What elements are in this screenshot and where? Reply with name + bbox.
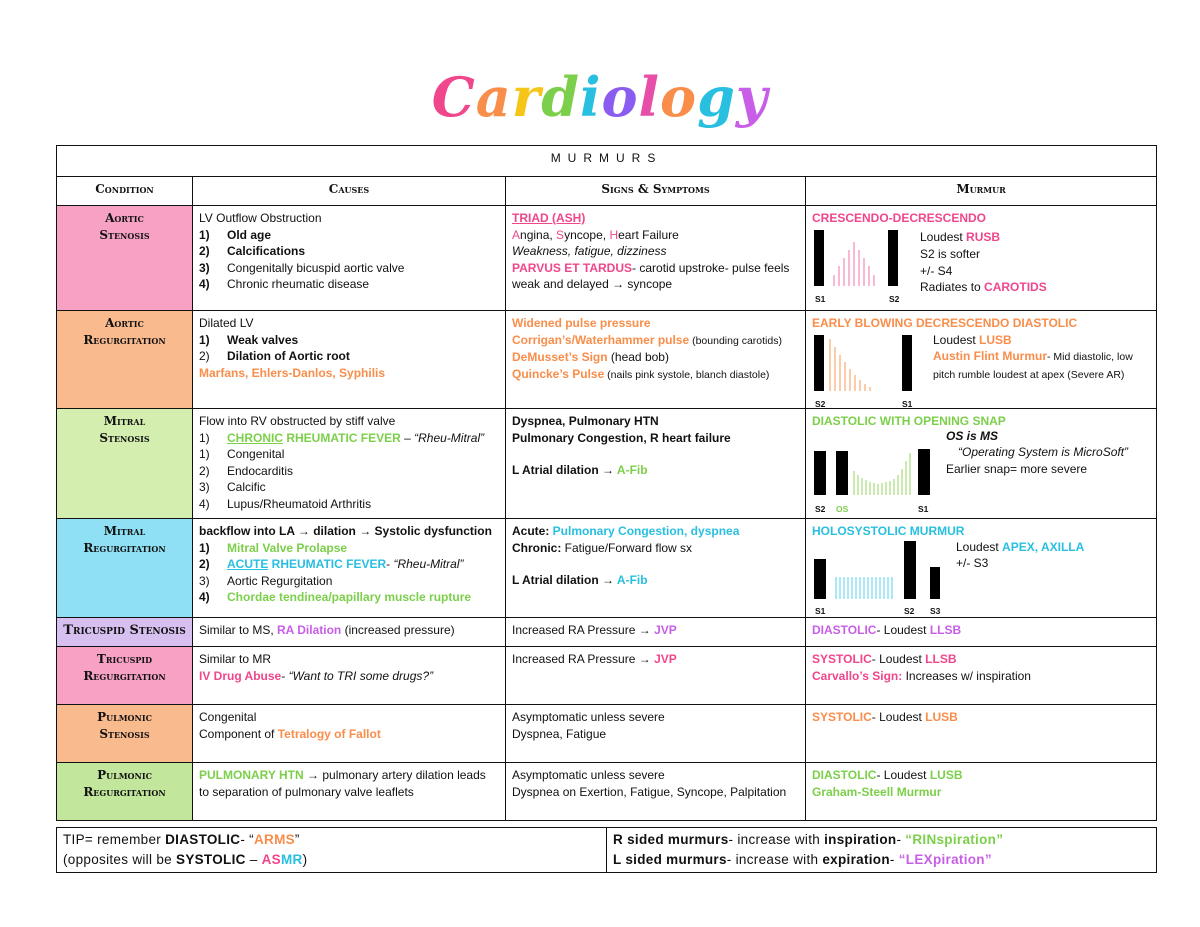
condition-name: Aortic — [105, 211, 144, 225]
signs-cell — [506, 763, 806, 821]
murmur-detail: SYSTOLIC- Loudest LLSB — [812, 652, 957, 666]
diagram-label: S1 — [918, 504, 929, 514]
list-item: 1) Mitral Valve Prolapse — [199, 540, 348, 555]
murmur-detail: Loudest LUSB — [933, 333, 1012, 347]
murmur-detail: Carvallo’s Sign: Increases w/ inspiration — [812, 668, 1031, 683]
sign-line: Asymptomatic unless severe — [512, 768, 665, 782]
heart-sound-s2 — [888, 230, 898, 286]
table-row — [57, 705, 1157, 763]
murmur-detail: Loudest RUSB — [920, 230, 1001, 244]
cause-line: IV Drug Abuse- “Want to TRI some drugs?” — [199, 668, 434, 683]
sign-line: Quincke’s Pulse (nails pink systole, blanch diastole) — [512, 366, 770, 381]
heart-sound-s1 — [814, 230, 824, 286]
list-item: 2) Endocarditis — [199, 463, 294, 478]
decrescendo-lines — [830, 339, 870, 391]
condition-name: Stenosis — [99, 726, 150, 741]
sign-line: Dyspnea, Fatigue — [512, 726, 607, 741]
murmur-cell — [806, 311, 1157, 409]
title-letter: o — [601, 65, 639, 129]
sign-line: DeMusset’s Sign (head bob) — [512, 350, 669, 364]
crescendo-decrescendo-lines — [834, 242, 874, 286]
table-row — [57, 311, 1157, 409]
sign-line: L Atrial dilation → A-Fib — [512, 463, 648, 477]
title-letter: C — [431, 65, 476, 129]
header-condition: Condition — [57, 177, 193, 206]
diagram-label: S2 — [889, 294, 900, 304]
heart-sound-s1 — [814, 559, 826, 599]
murmur-detail: OS is MS — [946, 429, 999, 443]
diagram-label: S2 — [815, 504, 826, 514]
condition-cell — [57, 206, 193, 311]
cause-title: backflow into LA → dilation → Systolic dysfunction — [199, 524, 492, 538]
murmur-detail: Earlier snap= more severe — [946, 462, 1088, 476]
list-item: 2) Calcifications — [199, 244, 306, 258]
page-title — [0, 62, 1200, 132]
title-letter: y — [735, 65, 769, 129]
table-banner: MURMURS — [57, 146, 1157, 177]
murmur-cell — [806, 409, 1157, 519]
murmur-detail: S2 is softer — [920, 247, 981, 261]
tip-line: L sided murmurs- increase with expiration- “LEXpiration” — [613, 852, 992, 867]
sign-line: Widened pulse pressure — [512, 316, 651, 330]
list-item: 1) Congenital — [199, 447, 285, 461]
diagram-label: S2 — [904, 606, 915, 616]
condition-name: Mitral — [103, 524, 146, 538]
header-causes: Causes — [193, 177, 506, 206]
murmur-detail: DIASTOLIC- Loudest LUSB — [812, 768, 963, 782]
condition-name: Pulmonic — [97, 768, 152, 782]
signs-cell — [506, 206, 806, 311]
title-letter: d — [541, 65, 580, 129]
murmur-title: DIASTOLIC WITH OPENING SNAP — [812, 414, 1006, 428]
header-signs: Signs & Symptoms — [506, 177, 806, 206]
murmur-title: EARLY BLOWING DECRESCENDO DIASTOLIC — [812, 316, 1078, 330]
condition-name: Regurgitation — [83, 784, 166, 799]
sign-line: Weakness, fatigue, dizziness — [512, 244, 667, 258]
murmur-cell — [806, 763, 1157, 821]
opening-snap — [836, 451, 848, 495]
list-item: 2) Dilation of Aortic root — [199, 349, 350, 363]
diagram-label: OS — [836, 504, 849, 514]
title-letter: o — [660, 65, 698, 129]
table-row — [57, 763, 1157, 821]
table-row — [57, 409, 1157, 519]
murmur-diagram — [812, 449, 942, 497]
sign-line: Asymptomatic unless severe — [512, 710, 665, 724]
murmur-detail: Loudest APEX, AXILLA — [956, 540, 1085, 554]
murmur-detail: Radiates to CAROTIDS — [920, 280, 1047, 294]
tip-left — [57, 828, 607, 873]
sign-triad: TRIAD (ASH) — [512, 211, 586, 225]
murmur-cell — [806, 519, 1157, 618]
condition-cell — [57, 409, 193, 519]
heart-sound-s2 — [814, 335, 824, 391]
table-row — [57, 618, 1157, 647]
condition-name: Stenosis — [99, 227, 150, 242]
cause-line: Congenital — [199, 710, 257, 724]
murmur-detail: Austin Flint Murmur- Mid diastolic, low pitch rumble loudest at apex (Severe AR) — [933, 349, 1133, 381]
list-item: 4) Chronic rheumatic disease — [199, 277, 370, 291]
sign-line: Chronic: Fatigue/Forward flow sx — [512, 540, 693, 555]
list-item: 2) ACUTE RHEUMATIC FEVER- “Rheu-Mitral” — [199, 557, 464, 571]
title-letter: l — [638, 65, 661, 129]
signs-cell: Increased RA Pressure → JVP — [506, 647, 806, 705]
causes-cell — [193, 647, 506, 705]
murmur-diagram — [812, 539, 947, 601]
cause-title: Flow into RV obstructed by stiff valve — [199, 414, 396, 428]
murmur-cell: DIASTOLIC- Loudest LLSB — [806, 618, 1157, 647]
diagram-label: S3 — [930, 606, 941, 616]
condition-cell — [57, 763, 193, 821]
signs-cell — [506, 705, 806, 763]
condition-name: Tricuspid Stenosis — [63, 623, 186, 638]
holosystolic-lines — [836, 577, 892, 599]
sign-line: Pulmonary Congestion, R heart failure — [512, 430, 731, 445]
sign-line: Angina, Syncope, Heart Failure — [512, 227, 679, 242]
title-letter: g — [697, 65, 736, 129]
causes-cell — [193, 705, 506, 763]
table-row — [57, 519, 1157, 618]
condition-cell — [57, 705, 193, 763]
signs-cell — [506, 519, 806, 618]
sign-line: Corrigan’s/Waterhammer pulse (bounding carotids) — [512, 332, 782, 347]
cause-line: Marfans, Ehlers-Danlos, Syphilis — [199, 365, 386, 380]
causes-cell: PULMONARY HTN → pulmonary artery dilation leads to separation of pulmonary valve leaflets — [193, 763, 506, 821]
murmur-detail: “Operating System is MicroSoft” — [958, 445, 1129, 459]
condition-name: Regurgitation — [83, 332, 166, 347]
signs-cell: Increased RA Pressure → JVP — [506, 618, 806, 647]
sign-line: Acute: Pulmonary Congestion, dyspnea — [512, 524, 740, 538]
condition-name: Stenosis — [99, 430, 150, 445]
list-item: 1) Old age — [199, 227, 272, 242]
list-item: 3) Congenitally bicuspid aortic valve — [199, 260, 405, 275]
condition-cell — [57, 647, 193, 705]
condition-name: Regurgitation — [83, 668, 166, 683]
tip-line: (opposites will be SYSTOLIC – ASMR) — [63, 852, 308, 867]
list-item: 1) Weak valves — [199, 332, 299, 347]
condition-name: Regurgitation — [83, 540, 166, 555]
list-item: 4) Lupus/Rheumatoid Arthritis — [199, 496, 372, 511]
murmur-diagram — [812, 228, 902, 288]
cause-line: Component of Tetralogy of Fallot — [199, 726, 381, 741]
murmur-detail: Graham-Steell Murmur — [812, 784, 942, 799]
sign-line: Dyspnea, Pulmonary HTN — [512, 414, 659, 428]
tip-line: R sided murmurs- increase with inspiration- “RINspiration” — [613, 832, 1004, 847]
signs-cell — [506, 409, 806, 519]
tip-right — [607, 828, 1157, 873]
diagram-label: S1 — [902, 399, 913, 409]
sign-line: PARVUS ET TARDUS- carotid upstroke- pulse feels weak and delayed → syncope — [512, 260, 790, 291]
heart-sound-s1 — [918, 449, 930, 495]
table-row — [57, 647, 1157, 705]
murmur-detail: +/- S3 — [956, 556, 989, 570]
condition-cell — [57, 519, 193, 618]
signs-cell — [506, 311, 806, 409]
footer-tips — [56, 827, 1157, 873]
murmur-diagram — [812, 333, 917, 393]
causes-cell — [193, 311, 506, 409]
condition-cell — [57, 618, 193, 647]
condition-cell — [57, 311, 193, 409]
condition-name: Tricuspid — [96, 652, 153, 666]
murmur-cell — [806, 647, 1157, 705]
condition-name: Mitral — [103, 414, 146, 428]
diagram-label: S1 — [815, 294, 826, 304]
list-item: 4) Chordae tendinea/papillary muscle rupture — [199, 590, 472, 604]
list-item: 3) Calcific — [199, 480, 266, 494]
condition-name: Aortic — [105, 316, 144, 330]
diastolic-rumble-lines — [854, 453, 910, 495]
sign-line: L Atrial dilation → A-Fib — [512, 573, 648, 587]
cause-title: Dilated LV — [199, 316, 254, 330]
causes-cell — [193, 519, 506, 618]
murmur-title: CRESCENDO-DECRESCENDO — [812, 211, 987, 225]
murmur-title: HOLOSYSTOLIC MURMUR — [812, 524, 965, 538]
diagram-label: S2 — [815, 399, 826, 409]
table-row — [57, 206, 1157, 311]
murmur-cell — [806, 206, 1157, 311]
heart-sound-s2 — [814, 451, 826, 495]
causes-cell: Similar to MS, RA Dilation (increased pressure) — [193, 618, 506, 647]
header-murmur: Murmur — [806, 177, 1157, 206]
heart-sound-s2 — [904, 541, 916, 599]
title-letter: a — [475, 65, 512, 129]
murmur-cell: SYSTOLIC- Loudest LUSB — [806, 705, 1157, 763]
causes-cell — [193, 206, 506, 311]
title-letter: i — [579, 65, 602, 129]
list-item: 1) CHRONIC RHEUMATIC FEVER – “Rheu-Mitral” — [199, 430, 485, 445]
diagram-label: S1 — [815, 606, 826, 616]
condition-name: Pulmonic — [97, 710, 152, 724]
cause-line: Similar to MR — [199, 652, 272, 666]
heart-sound-s1 — [902, 335, 912, 391]
sign-line: Dyspnea on Exertion, Fatigue, Syncope, Palpitation — [512, 784, 787, 799]
heart-sound-s3 — [930, 567, 940, 599]
title-letter: r — [511, 65, 542, 129]
cause-title: LV Outflow Obstruction — [199, 211, 322, 225]
list-item: 3) Aortic Regurgitation — [199, 573, 333, 588]
murmurs-table — [56, 145, 1157, 821]
tip-line: TIP= remember DIASTOLIC- “ARMS” — [63, 832, 300, 847]
causes-cell — [193, 409, 506, 519]
murmur-detail: +/- S4 — [920, 264, 953, 278]
